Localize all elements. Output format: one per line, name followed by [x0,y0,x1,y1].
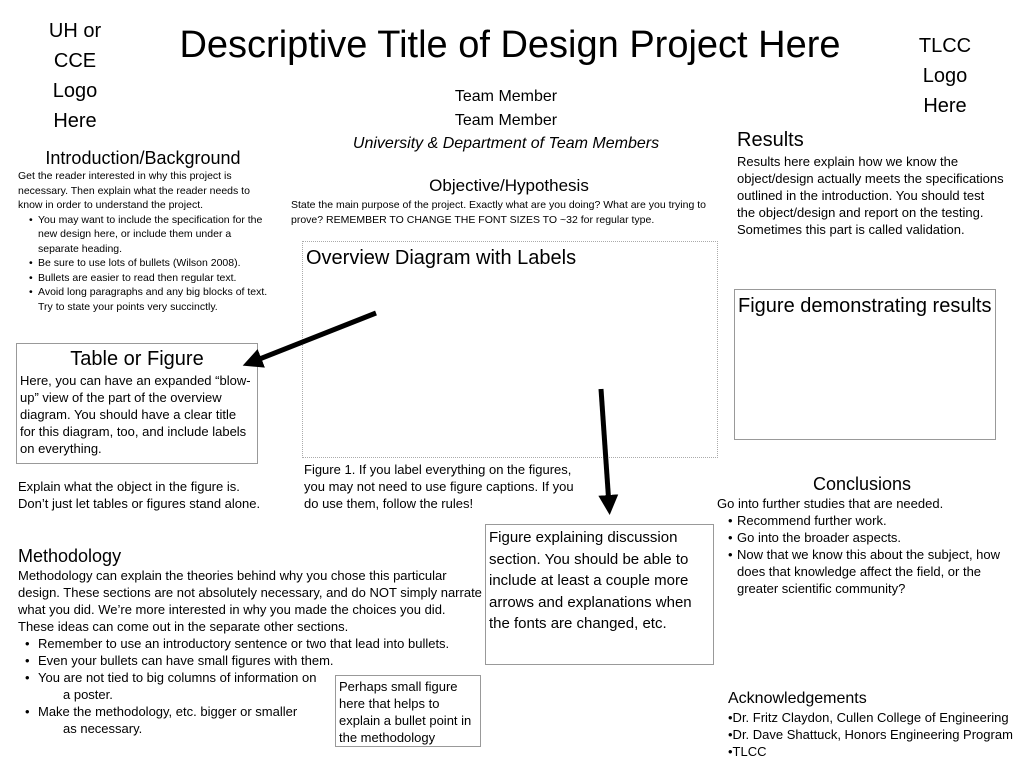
discussion-figure-box [485,524,714,665]
conclusions-section [717,473,1007,597]
acknowledgements-heading: Acknowledgements [728,690,867,707]
results-figure-text: Figure demonstrating results [738,295,992,317]
discussion-figure-text: Figure explaining discussion section. You should be able to include at least a couple more arrows and explanations when the fonts are changed, etc. [489,529,692,632]
small-figure-box [335,675,481,747]
list-item: • Even your bullets can have small figures with them. [18,652,483,669]
left-logo-line: Logo [52,80,98,102]
overview-diagram-box [302,241,718,458]
list-item-line: a poster. [63,687,113,702]
objective-section [291,175,727,227]
results-figure-box [734,289,996,440]
table-figure-text: Here, you can have an expanded “blow-up” view of the part of the overview diagram. You should have a clear title for this diagram, too, and include labels on everything. [20,373,251,456]
list-item: • Avoid long paragraphs and any big blocks of text. Try to state your points very succinctly. [18,285,268,314]
conclusions-bullets [717,512,1007,597]
conclusions-text: Go into further studies that are needed. [717,496,944,511]
table-figure-title: Table or Figure [70,348,204,370]
list-item: • You may want to include the specification for the new design here, or include them under a separate heading. [18,213,268,257]
table-figure-box [16,343,258,464]
acknowledgements-list [728,709,1018,760]
left-logo-line: UH or [48,20,102,42]
list-item: •Dr. Fritz Claydon, Cullen College of Engineering [728,710,1009,725]
right-logo-line: Here [923,95,967,117]
results-section [737,127,1005,238]
left-logo-line: Here [53,110,97,132]
overview-diagram-title: Overview Diagram with Labels [306,247,577,269]
objective-heading: Objective/Hypothesis [429,176,589,195]
team-affiliation: University & Department of Team Members [352,135,660,152]
intro-bullets [18,213,268,315]
list-item: • Be sure to use lots of bullets (Wilson 2008). [18,256,268,271]
right-logo-placeholder [900,31,990,121]
intro-text: Get the reader interested in why this project is necessary. Then explain what the reader needs to know in order to understand the project. [18,170,250,211]
small-figure-text: Perhaps small figure here that helps to explain a bullet point in the methodology [339,679,472,745]
figure-caption: Figure 1. If you label everything on the figures, you may not need to use figure captions. If you do use them, follow the rules! [304,462,574,511]
explain-text: Explain what the object in the figure is. Don’t just let tables or figures stand alone. [18,479,261,511]
intro-heading: Introduction/Background [45,148,241,168]
methodology-heading: Methodology [18,546,122,566]
list-item-line: You are not tied to big columns of information on [38,670,317,685]
acknowledgements-section [728,689,1018,760]
objective-text: State the main purpose of the project. Exactly what are you doing? What are you trying to prove? REMEMBER TO CHANGE THE FONT SIZES TO ~32 for regular type. [291,199,706,226]
left-logo-placeholder [30,16,120,136]
methodology-text: Methodology can explain the theories behind why you chose this particular design. These sections are not absolutely necessary, and do NOT simply narrate what you did. We’re more interested in why you made the choices you did. These ideas can come out in the separate other sections. [18,568,482,634]
list-item: •Dr. Dave Shattuck, Honors Engineering Program [728,727,1013,742]
team-member: Team Member [454,111,558,129]
list-item: • Bullets are easier to read then regular text. [18,271,268,286]
team-block [300,85,712,156]
list-item-line: as necessary. [63,721,143,736]
list-item: • Go into the broader aspects. [717,529,1007,546]
right-logo-line: Logo [922,65,968,87]
list-item-line: Make the methodology, etc. bigger or smaller [38,704,298,719]
conclusions-heading: Conclusions [812,474,912,494]
results-heading: Results [737,129,804,151]
list-item: • Recommend further work. [717,512,1007,529]
right-logo-line: TLCC [918,35,972,57]
results-text: Results here explain how we know the object/design actually meets the specifications outlined in the introduction. You should test the object/design and report on the testing. Sometimes this part is called validation. [737,154,1004,237]
poster-title: Descriptive Title of Design Project Here [179,24,841,66]
list-item: • Now that we know this about the subject, how does that knowledge affect the field, or the greater scientific community? [717,546,1007,597]
intro-section [18,147,268,314]
list-item: • Remember to use an introductory sentence or two that lead into bullets. [18,635,483,652]
left-logo-line: CCE [53,50,97,72]
team-member: Team Member [454,88,558,105]
list-item: •TLCC [728,744,767,759]
